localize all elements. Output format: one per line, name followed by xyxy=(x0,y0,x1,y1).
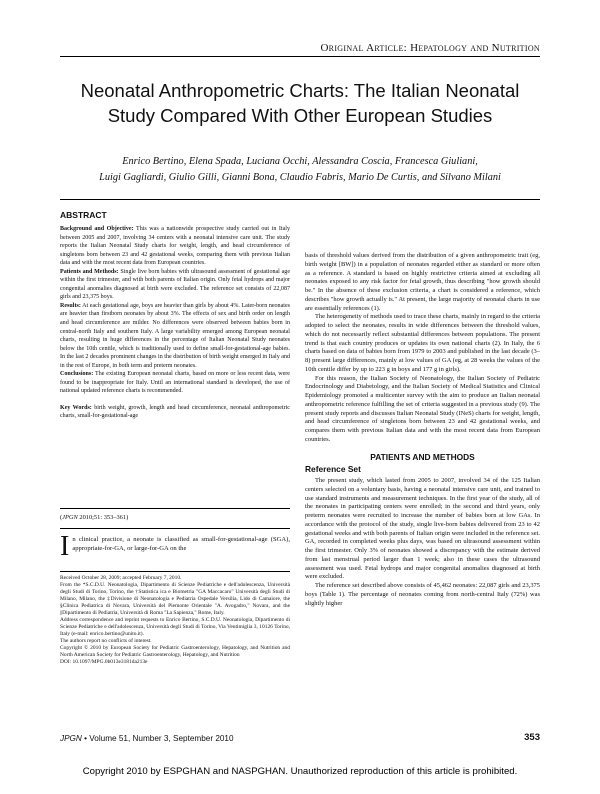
author-list xyxy=(60,154,540,186)
title-line-1: Neonatal Anthropometric Charts: The Italian Neonatal xyxy=(80,80,520,101)
abstract-keywords-label: Key Words: xyxy=(60,404,92,411)
abstract-background xyxy=(60,225,290,268)
footnote-doi: DOI: 10.1097/MPG.0b013e3181da213e xyxy=(60,659,148,665)
footer-journal-info xyxy=(60,734,234,743)
footer-issue: • Volume 51, Number 3, September 2010 xyxy=(84,734,234,743)
right-column xyxy=(305,252,540,608)
citation-rest: 2010;51: 353–361) xyxy=(79,514,129,521)
abstract-background-text: This was a nationwide prospective study carried out in Italy between 2005 and 2007, involving 34 centers with a neonatal intensive care unit. The study reports the Italian Neonatal Study charts for weight, length, and head circumference of singletons born between 23 and 42 gestational weeks, comparing them with previous Italian data and with the most recent data from European countries. xyxy=(60,226,290,267)
section-header: Original Article: Hepatology and Nutrition xyxy=(320,42,540,54)
footnotes xyxy=(60,575,290,666)
intro-text: n clinical practice, a neonate is classified as small-for-gestational-age (SGA), appropriate-for-GA, or large-for-GA on the xyxy=(72,536,290,553)
page-number: 353 xyxy=(524,732,540,743)
copyright-notice: Copyright 2010 by ESPGHAN and NASPGHAN. Unauthorized reproduction of this article is prohibited. xyxy=(82,766,518,777)
abstract-keywords xyxy=(60,404,290,421)
body-paragraph: The heterogeneity of methods used to trace these charts, mainly in regard to the criteria adopted to select the neonates, results in wide differences between the threshold values, which do not necessarily reflect substantial differences between populations. The present trend is that each country produces or updates its own national charts (2). In Italy, the 6 charts based on data of babies born from 1979 to 2003 and published in the last decade (3–8) present large differences, mainly at low values of GA (eg, at 28 weeks the values of the 10th centile differ by up to 223 g in boys and 177 g in girls). xyxy=(305,313,540,373)
abstract-conclusions xyxy=(60,370,290,396)
abstract xyxy=(60,210,290,421)
abstract-results-label: Results: xyxy=(60,302,81,309)
abstract-methods xyxy=(60,268,290,302)
abstract-methods-label: Patients and Methods: xyxy=(60,268,119,275)
footnote-copyright: Copyright © 2010 by European Society for Pediatric Gastroenterology, Hepatology, and Nutrition and North American Society for Pediatric Gastroenterology, Hepatology, and Nutrition xyxy=(60,645,290,658)
footnote-rule xyxy=(60,571,290,572)
footer-journal: JPGN xyxy=(60,734,82,743)
abstract-conclusions-label: Conclusions: xyxy=(60,371,94,378)
article-title xyxy=(60,78,540,128)
footnote-correspondence: Address correspondence and reprint requests to Enrico Bertino, S.C.D.U. Neonatologia, Dipartimento di Scienze Pediatriche e dell'adolescenza, Università degli Studi di Torino, Via Ventimiglia 3, 10126 Torino, Italy (e-mail: enrico.bertino@unito.it). xyxy=(60,617,290,637)
title-line-2: Study Compared With Other European Studies xyxy=(107,105,493,126)
body-paragraph: For this reason, the Italian Society of Neonatology, the Italian Society of Pediatric Endocrinology and Diabetology, and the Italian Society of Medical Statistics and Clinical Epidemiology promoted a multicenter survey with the aim to produce an Italian neonatal anthropometric reference fulfilling the set of criteria suggested in a previous study (9). The present study reports and discusses Italian Neonatal Study (INeS) charts for weight, length, and head circumference of singletons born between 23 and 42 gestational weeks, and compares them with previous Italian data and with the most recent data from European countries. xyxy=(305,374,540,443)
abstract-rule xyxy=(60,508,290,509)
authors-line-2: Luigi Gagliardi, Giulio Gilli, Gianni Bona, Claudio Fabris, Mario De Curtis, and Silvano Milani xyxy=(99,172,501,183)
abstract-heading: ABSTRACT xyxy=(60,210,107,220)
abstract-keywords-text: birth weight, growth, length and head circumference, neonatal anthropometric charts, small-for-gestational-age xyxy=(60,404,290,420)
authors-line-1: Enrico Bertino, Elena Spada, Luciana Occhi, Alessandra Coscia, Francesca Giuliani, xyxy=(122,156,478,167)
body-paragraph: basis of threshold values derived from the distribution of a given anthropometric trait (eg, birth weight [BW]) in a population of neonates regarded either as standard or more often as a reference. A standard is based on highly restrictive criteria aimed at excluding all neonates exposed to any risk factor for fetal growth, thus describing "how growth should be." In the absence of these exclusion criteria, a chart is considered a reference, which describes "how growth actually is." At present, the large majority of neonatal charts in use are essentially references (1). xyxy=(305,252,540,312)
body-paragraph: The present study, which lasted from 2005 to 2007, involved 34 of the 125 Italian centers selected on a voluntary basis, having a neonatal intensive care unit, and trained to use standard instruments and measurement techniques. In the first year of the study, all of the neonates in participating centers were enrolled; in the second and third years, only preterm neonates were recruited to increase the number of babies born at low GAs. In accordance with the protocol of the study, single live-born babies delivered from 23 to 42 gestational weeks and with both parents of Italian origin were included in the reference set. GA, recorded in completed weeks plus days, was based on ultrasound assessment within the first trimester. Only 3% of neonates showed a discrepancy with the estimate derived from last menstrual period larger than 1 week; also in these cases the ultrasound assessment was used. Fetal hydrops and major congenital anomalies diagnosed at birth were excluded. xyxy=(305,477,540,581)
footnote-conflicts: The authors report no conflicts of interest. xyxy=(60,638,152,644)
citation-journal: JPGN xyxy=(62,514,78,521)
citation-rule xyxy=(60,528,290,529)
abstract-methods-text: Single live born babies with ultrasound assessment of gestational age within the first trimester, and with both parents of Italian origin. Only fetal hydrops and major congenital anomalies diagnosed at birth were excluded. The reference set consists of 22,087 girls and 23,375 boys. xyxy=(60,268,290,301)
section-heading-methods: PATIENTS AND METHODS xyxy=(370,451,475,462)
footnote-received: Received October 28, 2009; accepted February 7, 2010. xyxy=(60,575,182,581)
citation: (JPGN 2010;51: 353–361) xyxy=(60,514,129,521)
abstract-conclusions-text: The existing European neonatal charts, based on more or less recent data, were found to be inappropriate for Italy. Until an international standard is developed, the use of national updated reference charts is recommended. xyxy=(60,371,290,395)
abstract-results-text: At each gestational age, boys are heavier than girls by about 4%. Later-born neonates are heavier than firstborn neonates by about 3%. The effects of sex and birth order on length and head circumference are milder. No differences were observed between babies born in central-north Italy and southern Italy. A large variability emerged among European neonatal charts, resulting in huge differences in the percentage of Italian Neonatal Study neonates below the 10th centile, which is traditionally used to define small-for-gestational-age babies. In the last 2 decades prominent changes in the distribution of birth weight emerged in Italy and in the rest of Europe, in both term and preterm neonates. xyxy=(60,302,290,369)
abstract-background-label: Background and Objective: xyxy=(60,226,134,232)
header-rule xyxy=(60,56,540,57)
title-divider xyxy=(60,199,540,200)
subsection-heading-reference-set: Reference Set xyxy=(305,464,361,475)
abstract-results xyxy=(60,302,290,370)
footnote-affiliations: From the *S.C.D.U. Neonatologia, Dipartimento di Scienze Pediatriche e dell'adolescenza, Università degli Studi di Torino, Torino, the †Statistica ica e Biometria "GA Maccacaro" Università degli Studi di Milano, Milano, the ‡Divisione di Neonatologia e Pediatria Ospedale Versilia, Lido di Camaiore, the §Clinica Pediatrica di Novara, Università del Piemonte Orientale "A. Avogadro," Novara, and the ||Dipartimento di Pediatria, Università di Roma "La Sapienza," Rome, Italy. xyxy=(60,582,290,616)
drop-cap: I xyxy=(60,531,70,562)
introduction-paragraph xyxy=(60,531,290,562)
body-paragraph: The reference set described above consists of 45,462 neonates: 22,087 girls and 23,375 boys (Table 1). The percentage of neonates coming from north-central Italy (72%) was slightly higher xyxy=(305,582,540,607)
